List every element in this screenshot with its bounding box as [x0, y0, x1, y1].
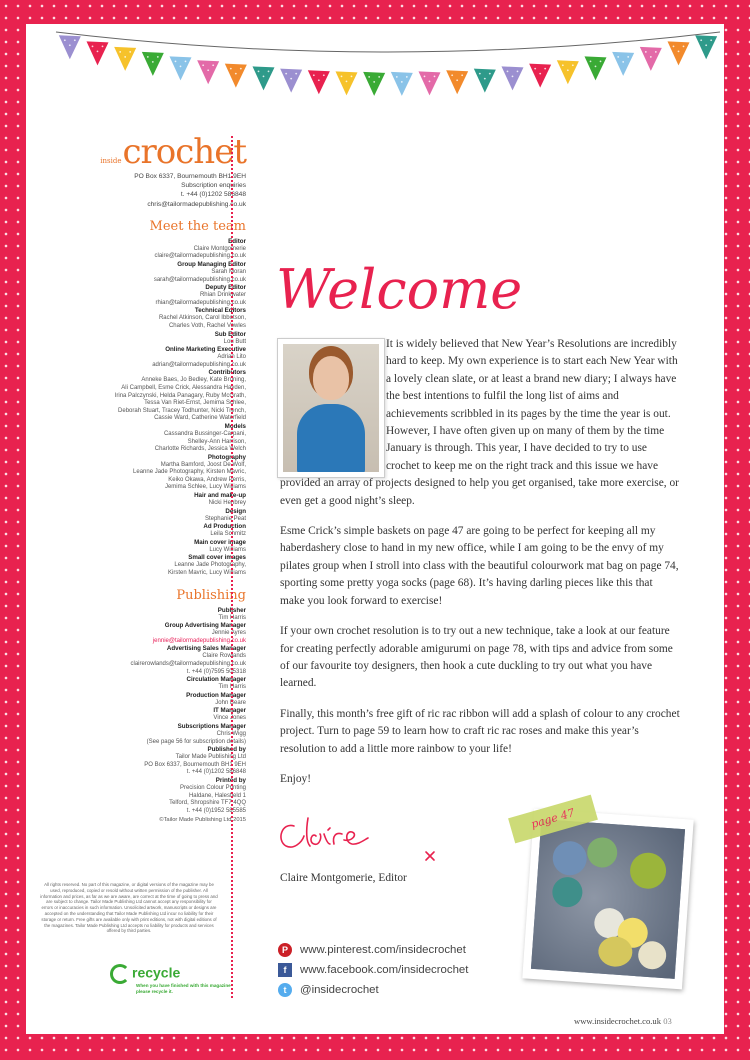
credit-role: Photography: [207, 453, 246, 461]
page-tape-label: page 47: [508, 795, 598, 844]
facebook-link[interactable]: www.facebook.com/insidecrochet: [300, 964, 469, 976]
credit-entry: [56, 307, 246, 330]
social-facebook[interactable]: [278, 962, 468, 978]
team-list: [56, 238, 246, 578]
credit-value: Claire Rowlands clairerowlands@tailormadepublishing.co.uk t. +44 (0)7595 505318: [130, 653, 246, 675]
baskets-photo: [522, 809, 693, 990]
credit-value: John Beare: [215, 699, 246, 706]
editorial-paragraph: Esme Crick’s simple baskets on page 47 are going to be perfect for keeping all my haberdashery close to hand in my new office, while I am going to be the envy of my pilates group when I stroll into class with the beautiful colourwork mat bag on page 74, sporting some pretty yoga socks (page 68). It’s having darling pieces like this that make you look forward to exercise!: [280, 525, 679, 607]
credit-entry: [56, 707, 246, 723]
pinterest-link[interactable]: www.pinterest.com/insidecrochet: [300, 944, 466, 956]
credit-role: Advertising Sales Manager: [166, 645, 246, 653]
credit-value: Chris Wigg (See page 56 for subscription details): [146, 730, 246, 745]
credit-role: Hair and make-up: [194, 492, 246, 500]
bunting-flag: [280, 69, 302, 93]
footer-url[interactable]: www.insidecrochet.co.uk: [574, 1016, 662, 1026]
credit-value: Rhian Drinkwater rhian@tailormadepublishing.co.uk: [155, 292, 246, 306]
crochet-logo: [56, 134, 246, 170]
bunting-flag: [529, 64, 551, 88]
credit-role: Contributors: [208, 369, 246, 377]
bunting-flag: [419, 71, 441, 95]
credit-role: Circulation Manager: [186, 676, 246, 684]
credit-value: Nicki Henbrey: [208, 500, 246, 507]
masthead-column: [56, 134, 246, 825]
social-twitter[interactable]: [278, 982, 379, 998]
page-footer: [574, 1016, 672, 1026]
credit-entry: [56, 539, 246, 555]
credit-role: IT Manager: [213, 707, 246, 715]
bunting-flag: [114, 47, 136, 71]
logo-text: crochet: [122, 132, 246, 172]
bunting-flag: [695, 35, 717, 59]
credit-role: Main cover image: [194, 538, 246, 546]
legal-notice: All rights reserved. No part of this magazine, or digital versions of the magazine may be used, reproduced, copied or resold without written permission of the publisher. All information and prices, as far as we are aware, are correct at the time of going to press and are subject to change. Tailor Made Publishing Ltd cannot accept any responsibility for errors or inaccuracies in such information. Unsolicited artwork, manuscripts or designs are accepted on the understanding that Tailor Made Publishing Ltd incur no liability for their storage or return. Free gifts are available only with print editions, not with digital editions of the magazines. Tailor Made Publishing Ltd accepts no liability for products and services offered by third parties.: [40, 882, 218, 934]
credit-entry: [56, 622, 246, 645]
magazine-page: [26, 24, 724, 1034]
bunting-decoration: [26, 24, 724, 114]
credit-role: Production Manager: [186, 691, 246, 699]
editorial-body: [280, 336, 680, 801]
credit-role: Ad Production: [203, 523, 246, 531]
credit-value: Leila Schmitz: [210, 531, 246, 538]
credit-entry: [56, 508, 246, 524]
credit-role: Models: [224, 422, 246, 430]
bunting-flag: [474, 69, 496, 93]
logo-small-text: inside: [100, 157, 122, 165]
bunting-flag: [87, 41, 109, 65]
pinterest-icon: P: [278, 943, 292, 957]
bunting-flag: [585, 56, 607, 80]
credit-role: Group Advertising Manager: [164, 622, 246, 630]
bunting-flag: [640, 47, 662, 71]
editorial-paragraph: Enjoy!: [280, 772, 312, 785]
welcome-title: Welcome: [276, 258, 523, 321]
credit-role: Small cover images: [188, 554, 246, 562]
credit-value: Lou Butt: [223, 338, 246, 345]
credit-role: Group Managing Editor: [177, 261, 246, 268]
credit-role: Publisher: [217, 606, 246, 614]
address-line: Subscription enquiries: [181, 182, 246, 190]
credit-role: Sub Editor: [214, 330, 246, 338]
credit-entry: [56, 777, 246, 815]
credit-entry: [56, 645, 246, 676]
credit-value: Tim Harris: [218, 614, 246, 621]
credit-value: Tim Harris: [218, 684, 246, 691]
credit-value: Precision Colour Printing Haldane, Halesfield 1 Telford, Shropshire TF7 4QQ t. +44 (0)1952 585585: [169, 784, 246, 814]
credit-role: Printed by: [215, 776, 246, 784]
credit-entry: [56, 723, 246, 746]
bunting-flag: [336, 71, 358, 95]
credit-role: Technical Editors: [194, 307, 246, 315]
credit-role: Editor: [228, 237, 246, 245]
address-line[interactable]: chris@tailormadepublishing.co.uk: [147, 200, 246, 208]
credit-entry: [56, 676, 246, 692]
credit-value: Jennie Ayres: [211, 630, 246, 637]
credit-entry: [56, 607, 246, 623]
bunting-flag: [197, 60, 219, 84]
credit-entry: [56, 238, 246, 261]
editorial-paragraph: It is widely believed that New Year’s Resolutions are incredibly hard to keep. My own experience is to start each New Year with a lovely clean slate, or at least a brand new diary; I always have the best intentions to fulfil the long list of aims and achievements scribbled in its pages by the time the year is out. However, I have often given up on many of them by the time January is through. This year, I have decided to try to use crochet to keep me on the right track and this issue we have provided an array of projects designed to help you get organised, take more exercise, or even get a good night’s sleep.: [280, 338, 679, 507]
credit-role: Published by: [207, 746, 246, 754]
credit-role: Design: [225, 507, 246, 515]
credit-value: Stephanie Peat: [204, 515, 246, 522]
credit-entry: [56, 331, 246, 347]
publishing-list: [56, 607, 246, 816]
credit-entry: [56, 284, 246, 307]
credit-entry: [56, 369, 246, 423]
bunting-flag: [502, 66, 524, 90]
address-line: PO Box 6337, Bournemouth BH1 9EH: [134, 173, 246, 180]
social-pinterest[interactable]: [278, 942, 466, 958]
bunting-flag: [225, 64, 247, 88]
copyright: ©Tailor Made Publishing Ltd 2015: [159, 817, 246, 824]
bunting-flag: [612, 52, 634, 76]
credit-entry: [56, 692, 246, 708]
facebook-icon: f: [278, 963, 292, 977]
recycle-note: When you have finished with this magazine please recycle it.: [136, 983, 231, 994]
credit-value: Rachel Atkinson, Carol Ibbotson, Charles Voth, Rachel Vowles: [158, 315, 246, 329]
publishing-heading: Publishing: [176, 587, 246, 603]
credit-value: Cassandra Bussinger-Carpani, Shelley-Ann Harrison, Charlotte Richards, Jessica Welch: [154, 430, 246, 453]
bunting-flag: [253, 66, 275, 90]
credit-entry: [56, 261, 246, 284]
credit-value: Lucy Williams: [209, 546, 246, 553]
bunting-flag: [170, 56, 192, 80]
credit-entry: [56, 423, 246, 454]
credit-value: Claire Montgomerie claire@tailormadepublishing.co.uk: [154, 245, 246, 260]
team-heading: Meet the team: [149, 218, 246, 234]
recycle-label: recycle: [132, 964, 181, 981]
twitter-handle[interactable]: @insidecrochet: [300, 984, 379, 996]
credit-role: Subscriptions Manager: [177, 722, 246, 730]
twitter-icon: t: [278, 983, 292, 997]
credit-value: Tailor Made Publishing Ltd PO Box 6337, Bournemouth BH1 9EH t. +44 (0)1202 586848: [144, 754, 246, 776]
credit-role: Deputy Editor: [205, 284, 246, 292]
credit-entry: [56, 746, 246, 777]
bunting-flag: [142, 52, 164, 76]
editorial-paragraph: Finally, this month’s free gift of ric rac ribbon will add a splash of colour to any crochet project. Turn to page 59 to learn how to craft ric rac roses and make this year’s resolution to add a little more rainbow to your life!: [280, 707, 680, 755]
bunting-flag: [668, 41, 690, 65]
page-number: 03: [663, 1016, 672, 1026]
credit-entry: [56, 454, 246, 492]
masthead-address: [56, 172, 246, 209]
credit-value: Anneke Baes, Jo Bedley, Kate Bruning, Ali Campbell, Esme Crick, Alessandra Hayden, Irina Palczynski, Helda Panagary, Ruby McGrath, Tessa Van Riet-Ernst, Jemima Schlee, Deborah Stuart, Tracey Todhunter, Nicki Trench, Cassie Ward, Catherine Waterfield: [114, 377, 246, 422]
credit-entry: [56, 346, 246, 369]
credit-value: Adrian Lito adrian@tailormadepublishing.co.uk: [152, 354, 246, 368]
credit-entry: [56, 492, 246, 508]
credit-value: Leanne Jade Photography, Kirsten Mavric, Lucy Williams: [167, 562, 246, 577]
bunting-flag: [59, 35, 81, 59]
bunting-flag: [391, 72, 413, 96]
column-divider: [231, 136, 233, 998]
bunting-string: [56, 32, 720, 52]
recycle-icon: [110, 964, 130, 984]
bunting-flag: [557, 60, 579, 84]
editor-signoff: Claire Montgomerie, Editor: [280, 872, 407, 884]
credit-value: Martha Bamford, Joost De Wolf, Leanne Jade Photography, Kirsten Mavric, Keiko Okawa, Andrew Perris, Jemima Schlee, Lucy Williams: [133, 461, 246, 491]
editor-signature: [272, 806, 442, 866]
credit-role: Online Marketing Executive: [165, 346, 246, 354]
credit-entry: [56, 523, 246, 539]
address-line: t. +44 (0)1202 586848: [180, 191, 246, 199]
credit-entry: [56, 554, 246, 577]
editorial-paragraph: If your own crochet resolution is to try out a new technique, take a look at our feature for creating perfectly adorable amigurumi on page 78, with tips and advice from some of our favourite toy designers, then hook a cute duckling to try out what you have learned.: [280, 625, 673, 690]
bunting-flag: [446, 70, 468, 94]
credit-value: Sarah Moran sarah@tailormadepublishing.co.uk: [153, 269, 246, 283]
bunting-flag: [363, 72, 385, 96]
credit-email[interactable]: jennie@tailormadepublishing.co.uk: [152, 637, 246, 644]
bunting-flag: [308, 70, 330, 94]
recycle-badge: [110, 964, 240, 995]
credit-value: Vince Jones: [213, 715, 246, 722]
